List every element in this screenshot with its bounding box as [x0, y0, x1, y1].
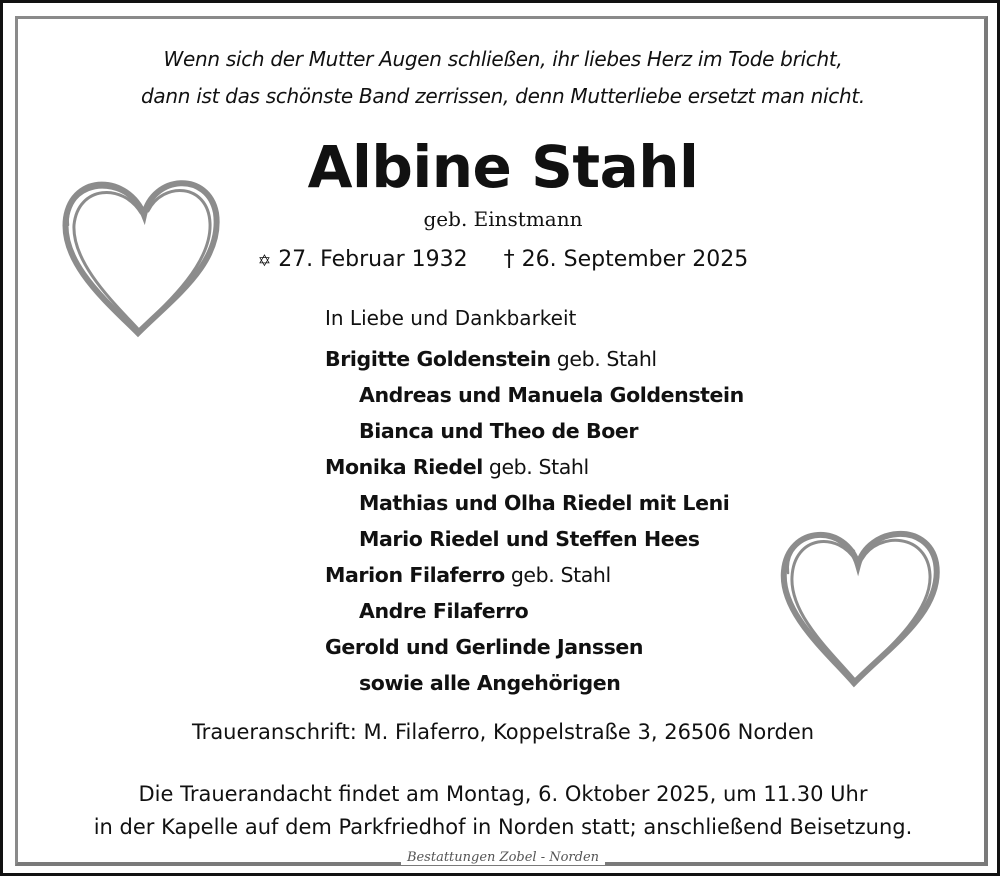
quote-line-2: dann ist das schönste Band zerrissen, denn Mutterliebe ersetzt man nicht. [141, 84, 865, 108]
quote-line-1: Wenn sich der Mutter Augen schließen, ihr liebes Herz im Tode bricht, [163, 47, 843, 71]
mourner-line: Andreas und Manuela Goldenstein [359, 383, 744, 407]
mourners-intro: In Liebe und Dankbarkeit [325, 306, 577, 330]
mourner-line: Mario Riedel und Steffen Hees [359, 527, 700, 551]
mourner-line: Monika Riedel geb. Stahl [325, 455, 589, 479]
death-date: 26. September 2025 [521, 247, 749, 272]
deceased-name: Albine Stahl [307, 133, 699, 201]
mourner-line: Gerold und Gerlinde Janssen [325, 635, 644, 659]
maiden-name: geb. Einstmann [423, 207, 583, 231]
mourner-line: Mathias und Olha Riedel mit Leni [359, 491, 730, 515]
service-line-1: Die Trauerandacht findet am Montag, 6. Oktober 2025, um 11.30 Uhr [138, 782, 868, 806]
mourning-address: Traueranschrift: M. Filaferro, Koppelstraße 3, 26506 Norden [191, 720, 815, 744]
mourner-line: Brigitte Goldenstein geb. Stahl [325, 347, 657, 371]
mourner-line: Bianca und Theo de Boer [359, 419, 639, 443]
mourner-line: sowie alle Angehörigen [359, 671, 621, 695]
mourner-line: Andre Filaferro [359, 599, 529, 623]
heart-outline-icon [766, 513, 951, 688]
funeral-home-credit: Bestattungen Zobel - Norden [3, 850, 1000, 865]
cross-icon: † [503, 247, 515, 272]
service-line-2: in der Kapelle auf dem Parkfriedhof in Norden statt; anschließend Beisetzung. [93, 815, 913, 839]
mourner-line: Marion Filaferro geb. Stahl [325, 563, 611, 587]
heart-outline-icon [48, 163, 233, 338]
birth-date: 27. Februar 1932 [278, 247, 468, 272]
star-of-birth-icon: ✡ [257, 251, 272, 270]
